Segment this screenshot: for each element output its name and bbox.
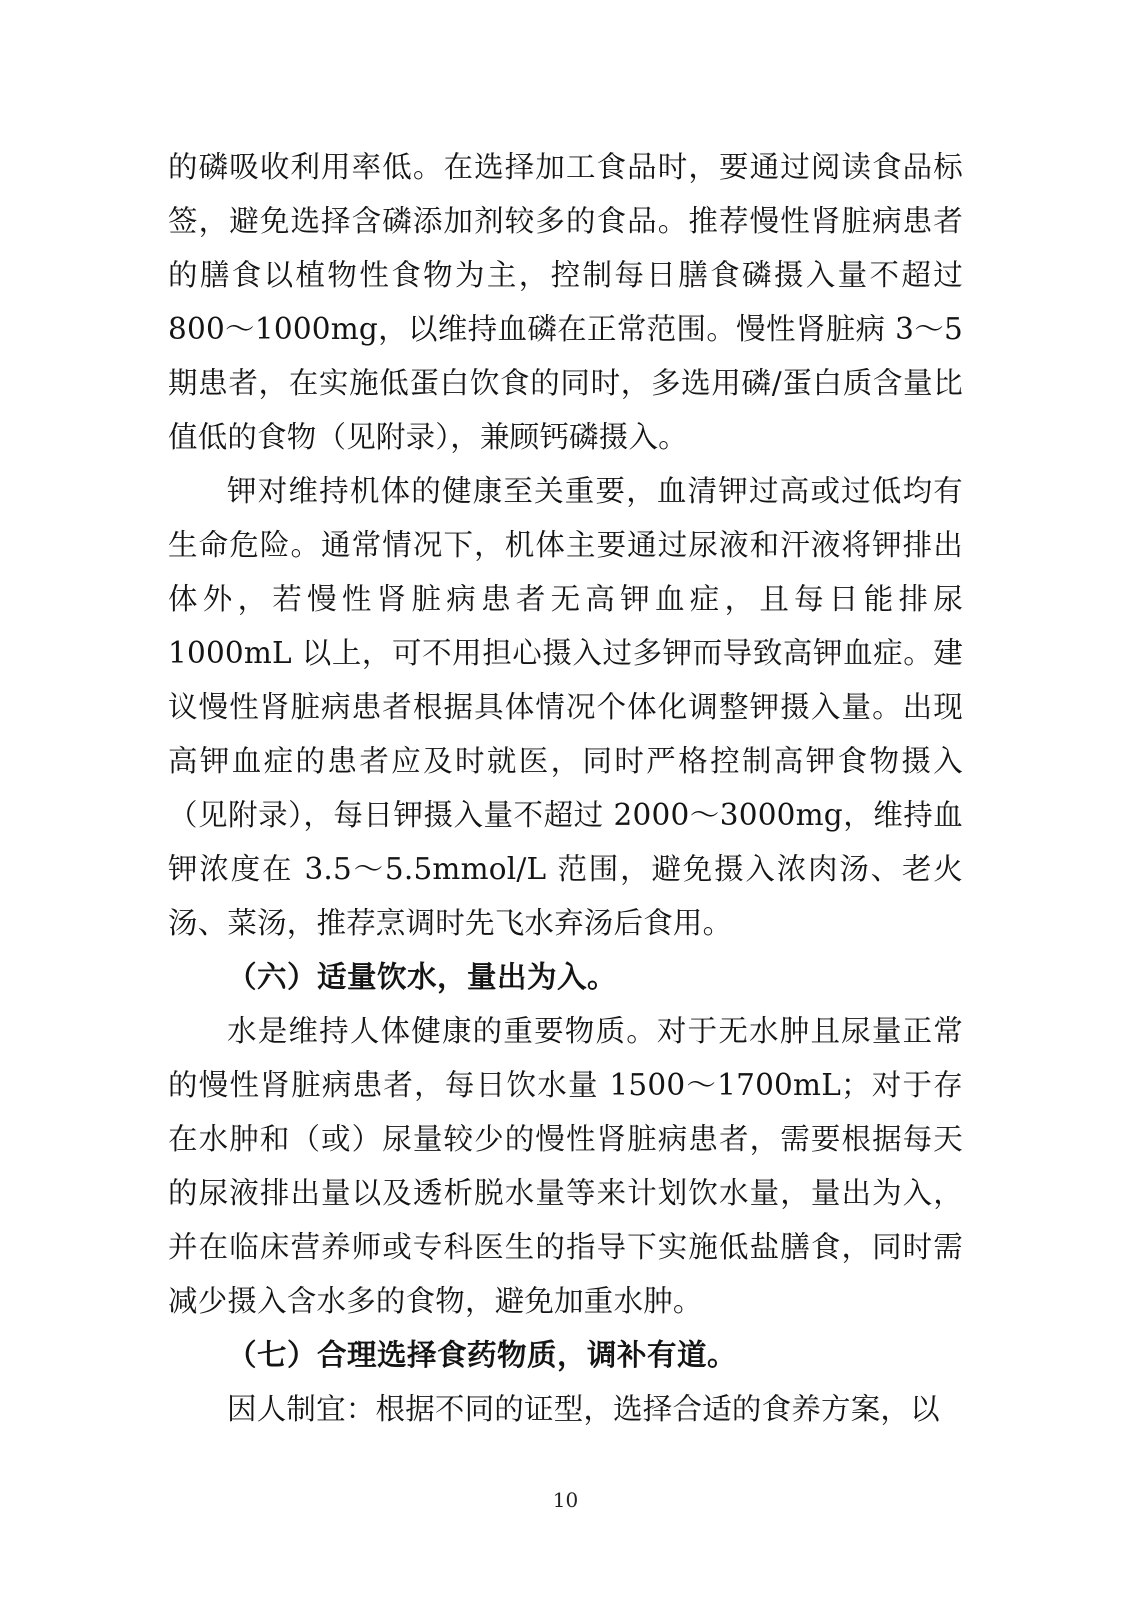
section-heading-six: （六）适量饮水，量出为入。 [227, 959, 618, 994]
page-number: 10 [552, 1488, 579, 1512]
paragraph-phosphorus: 的磷吸收利用率低。在选择加工食品时，要通过阅读食品标签，避免选择含磷添加剂较多的食品。推荐慢性肾脏病患者的膳食以植物性食物为主，控制每日膳食磷摄入量不超过800～1000mg，以维持血磷在正常范围。慢性肾脏病 3～5 期患者，在实施低蛋白饮食的同时，多选用磷/蛋白质含量比值低的食物（见附录），兼顾钙磷摄入。 [168, 150, 963, 454]
paragraph-medicinal-food: 因人制宜：根据不同的证型，选择合适的食养方案，以 [227, 1392, 940, 1426]
paragraph-potassium: 钾对维持机体的健康至关重要，血清钾过高或过低均有生命危险。通常情况下，机体主要通过尿液和汗液将钾排出体外，若慢性肾脏病患者无高钾血症，且每日能排尿 1000mL 以上，可不用担心摄入过多钾而导致高钾血症。建议慢性肾脏病患者根据具体情况个体化调整钾摄入量。出现高钾血症的患者应及时就医，同时严格控制高钾食物摄入（见附录），每日钾摄入量不超过 2000～3000mg，维持血钾浓度在 3.5～5.5mmol/L 范围，避免摄入浓肉汤、老火汤、菜汤，推荐烹调时先飞水弃汤后食用。 [168, 474, 963, 940]
section-heading-seven: （七）合理选择食药物质，调补有道。 [227, 1337, 738, 1372]
document-body [168, 140, 963, 1436]
paragraph-water-intake: 水是维持人体健康的重要物质。对于无水肿且尿量正常的慢性肾脏病患者，每日饮水量 1500～1700mL；对于存在水肿和（或）尿量较少的慢性肾脏病患者，需要根据每天的尿液排出量以及透析脱水量等来计划饮水量，量出为入，并在临床营养师或专科医生的指导下实施低盐膳食，同时需减少摄入含水多的食物，避免加重水肿。 [168, 1014, 963, 1318]
